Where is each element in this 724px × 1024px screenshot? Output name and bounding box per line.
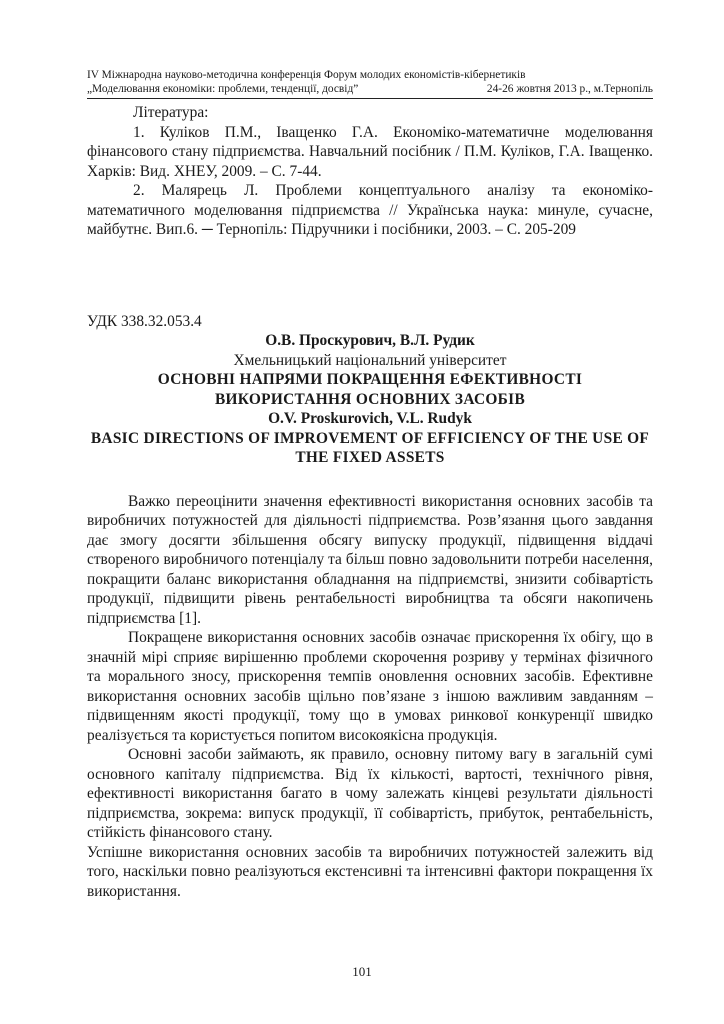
header-conference-title: „Моделювання економіки: проблеми, тенденції, досвід”	[87, 83, 359, 95]
authors-en: O.V. Proskurovich, V.L. Rudyk	[268, 410, 472, 427]
university-name: Хмельницький національний університет	[233, 351, 507, 369]
literature-item: 1. Куліков П.М., Іващенко Г.А. Економіко-математичне моделювання фінансового стану підприємства. Навчальний посібник / П.М. Куліков, Г.А. Іващенко. Харків: Вид. ХНЕУ, 2009. – С. 7-44.	[87, 123, 653, 180]
authors-ua: О.В. Проскурович, В.Л. Рудик	[265, 332, 475, 349]
body-paragraph: Успішне використання основних засобів та виробничих потужностей залежить від того, наскільки повно реалізуються екстенсивні та інтенсивні фактори покращення їх використання.	[87, 843, 653, 900]
page-content	[87, 103, 653, 901]
section-spacer	[87, 240, 653, 312]
body-paragraph: Основні засоби займають, як правило, основну питому вагу в загальній сумі основного капіталу підприємства. Від їх кількості, вартості, технічного рівня, ефективності використання багато в чому залежать кінцеві результати діяльності підприємства, зокрема: випуск продукції, її собівартість, прибуток, рентабельність, стійкість фінансового стану.	[87, 746, 653, 841]
literature-item: 2. Малярець Л. Проблеми концептуального аналізу та економіко-математичного моделювання підприємства // Українська наука: минуле, сучасне, майбутнє. Вип.6. ─ Тернопіль: Підручники і посібники, 2003. – С. 205-209	[87, 182, 653, 238]
body-paragraph: Важко переоцінити значення ефективності використання основних засобів та виробничих потужностей для діяльності підприємства. Розв’язання цього завдання дає змогу досягти збільшення обсягу випуску продукції, підвищення віддачі створеного виробничого потенціалу та більш повно задовольнити потреби населення, покращити баланс використання обладнання на підприємстві, знизити собівартість продукції, підвищити рівень рентабельності виробництва та обсяги накопичень підприємства [1].	[87, 492, 653, 627]
body-paragraph: Покращене використання основних засобів означає прискорення їх обігу, що в значній мірі сприяє вирішенню проблеми скорочення розриву у термінах фізичного та морального зносу, прискорення темпів оновлення основних засобів. Ефективне використання основних засобів щільно пов’язане з іншою важливим завданням – підвищенням якості продукції, тому що в умовах ринкової конкуренції швидко реалізується та користується попитом високоякісна продукція.	[87, 629, 653, 744]
header-date-place: 24-26 жовтня 2013 р., м.Тернопіль	[486, 83, 653, 95]
section-spacer	[87, 468, 653, 492]
header-second-line	[87, 82, 653, 96]
header-rule	[87, 98, 653, 99]
udk-code: УДК 338.32.053.4	[87, 312, 202, 330]
article-title-ua: ОСНОВНІ НАПРЯМИ ПОКРАЩЕННЯ ЕФЕКТИВНОСТІ ВИКОРИСТАННЯ ОСНОВНИХ ЗАСОБІВ	[157, 371, 583, 408]
header-conference-line: IV Міжнародна науково-методична конференція Форум молодих економістів-кібернетиків	[87, 69, 526, 81]
running-header	[87, 68, 653, 96]
article-title-en: BASIC DIRECTIONS OF IMPROVEMENT OF EFFICIENCY OF THE USE OF THE FIXED ASSETS	[90, 429, 650, 466]
page-number: 101	[352, 964, 372, 979]
literature-heading: Література:	[133, 104, 209, 121]
